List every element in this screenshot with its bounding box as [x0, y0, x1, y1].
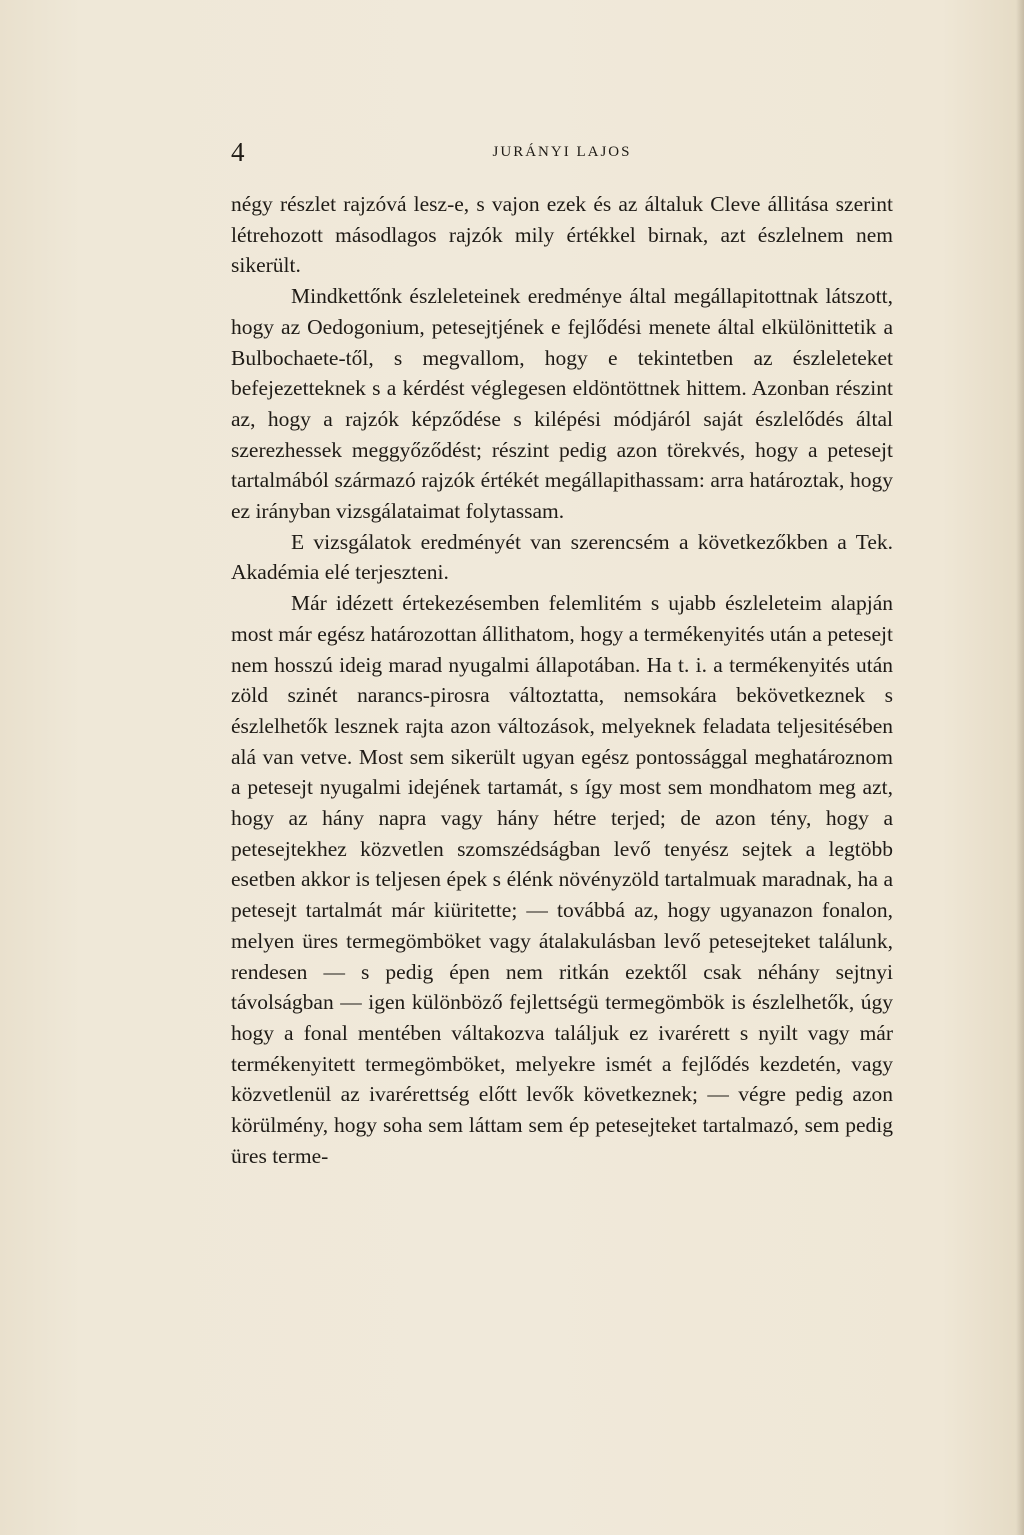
page-number: 4 [231, 137, 245, 167]
page-edge-shadow [1016, 0, 1024, 1535]
paragraph: E vizsgálatok eredményét van szerencsém a következőkben a Tek. Akadémia elé terjeszteni. [231, 529, 893, 585]
body-text [231, 189, 893, 1172]
paragraph: Mindkettőnk észleleteinek eredménye által megállapitottnak látszott, hogy az Oedogonium, petesejtjének e fejlődési menete által elkülönittetik a Bulbochaete-től, s megvallom, hogy e tekintetben az észleleteket befejezetteknek s a kérdést véglegesen eldöntöttnek hittem. Azonban részint az, hogy a rajzók képződése s kilépési módjáról saját észlelődés által szerezhessek meggyőződést; részint pedig azon törekvés, hogy a petesejt tartalmából származó rajzók értékét megállapithassam: arra határoztak, hogy ez irányban vizsgálataimat folytassam. [231, 284, 893, 524]
paragraph-continuation: négy részlet rajzóvá lesz-e, s vajon ezek és az általuk Cleve állitása szerint létrehozott másodlagos rajzók mily értékkel birnak, azt észlelnem nem sikerült. [231, 192, 893, 278]
running-head: JURÁNYI LAJOS [492, 144, 632, 160]
paragraph: Már idézett értekezésemben felemlitém s ujabb észleleteim alapján most már egész határozottan állithatom, hogy a termékenyités után a petesejt nem hosszú ideig marad nyugalmi állapotában. Ha t. i. a termékenyités után zöld szinét narancs-pirosra változtatta, nemsokára bekövetkeznek s észlelhetők lesznek rajta azon változások, melyeknek feladata teljesitésében alá van vetve. Most sem sikerült ugyan egész pontossággal meghatároznom a petesejt nyugalmi idejének tartamát, s így most sem mondhatom meg azt, hogy az hány napra vagy hány hétre terjed; de azon tény, hogy a petesejtekhez közvetlen szomszédságban levő tenyész sejtek a legtöbb esetben akkor is teljesen épek s élénk növényzöld tartalmuak maradnak, ha a petesejt tartalmát már kiüritette; — továbbá az, hogy ugyanazon fonalon, melyen üres termegömböket vagy átalakulásban levő petesejteket találunk, rendesen — s pedig épen nem ritkán ezektől csak néhány sejtnyi távolságban — igen különböző fejlettségü termegömbök is észlelhetők, úgy hogy a fonal mentében váltakozva találjuk ez ivarérett s nyilt vagy már termékenyitett termegömböket, melyekre ismét a fejlődés kezdetén, vagy közvetlenül az ivarérettség előtt levők következnek; — végre pedig azon körülmény, hogy soha sem láttam sem ép petesejteket tartalmazó, sem pedig üres terme- [231, 591, 893, 1168]
page-header [231, 134, 893, 170]
